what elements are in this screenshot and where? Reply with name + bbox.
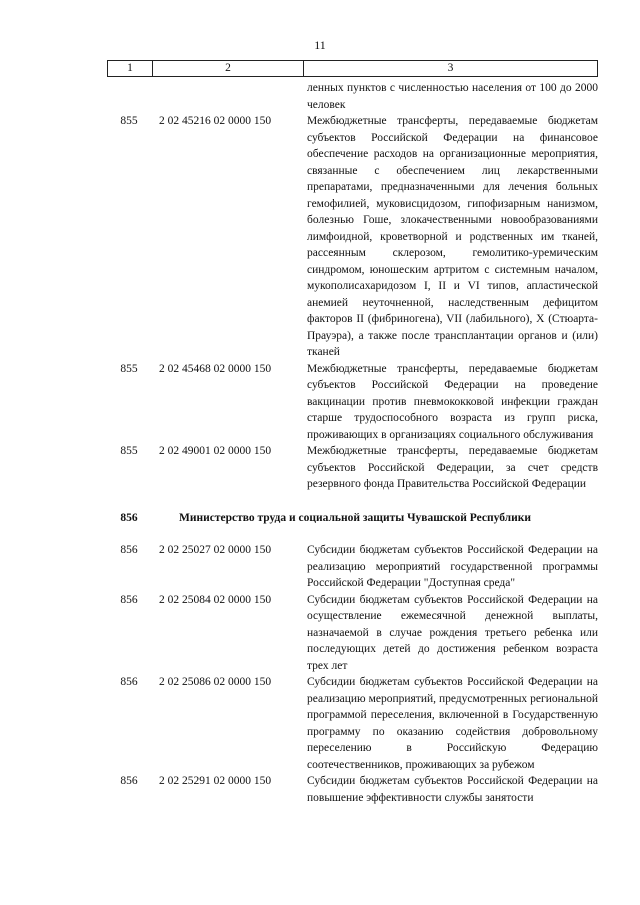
admin-code: 856 bbox=[120, 593, 138, 606]
revenue-code: 2 02 25084 02 0000 150 bbox=[159, 593, 272, 606]
revenue-description: Субсидии бюджетам субъектов Российской Федерации на повышение эффективности службы занятости bbox=[307, 775, 598, 804]
admin-code: 856 bbox=[120, 544, 138, 556]
table-row bbox=[107, 773, 598, 806]
admin-code: 855 bbox=[120, 445, 138, 457]
ministry-title: Министерство труда и социальной защиты Чувашской Республики bbox=[179, 511, 532, 524]
header-col-1: 1 bbox=[108, 61, 153, 77]
ministry-code: 856 bbox=[120, 511, 138, 524]
header-col-3: 3 bbox=[304, 61, 598, 77]
admin-code: 856 bbox=[120, 676, 138, 688]
revenue-description: Межбюджетные трансферты, передаваемые бюджетам субъектов Российской Федерации на проведение вакцинации против пневмококковой инфекции граждан старше трудоспособного возраста из групп риска, проживающих в организациях социального обслуживания bbox=[307, 362, 598, 441]
revenue-description: Межбюджетные трансферты, передаваемые бюджетам субъектов Российской Федерации на финансовое обеспечение расходов на организационные мероприятия, связанные с обеспечением лиц лекарственными препаратами, предназначенными для лечения больных гемофилией, муковисцидозом, гипофизарным нанизмом, болезнью Гоше, злокачественными новообразованиями лимфоидной, кроветворной и родственных им тканей, рассеянным склерозом, гемолитико-уремическим синдромом, юношеским артритом с системным началом, мукополисахаридозом I, II и VI типов, апластической анемией неуточненной, наследственным дефицитом факторов II (фибриногена), VII (лабильного), X (Стюарта-Прауэра), а также после трансплантации органов и (или) тканей bbox=[307, 115, 598, 358]
table-row bbox=[107, 674, 598, 773]
continuation-row bbox=[107, 80, 598, 113]
table-row bbox=[107, 361, 598, 444]
continuation-text: ленных пунктов с численностью населения от 100 до 2000 человек bbox=[307, 82, 598, 111]
table-header bbox=[107, 60, 598, 77]
table-body bbox=[107, 80, 598, 806]
revenue-code: 2 02 45468 02 0000 150 bbox=[159, 362, 272, 375]
page-number: 11 bbox=[314, 38, 326, 52]
ministry-heading-row bbox=[107, 510, 598, 527]
revenue-code: 2 02 49001 02 0000 150 bbox=[159, 445, 272, 457]
table-row bbox=[107, 592, 598, 675]
admin-code: 856 bbox=[120, 775, 138, 787]
revenue-code: 2 02 25291 02 0000 150 bbox=[159, 775, 272, 787]
revenue-code: 2 02 25086 02 0000 150 bbox=[159, 676, 272, 688]
admin-code: 855 bbox=[120, 115, 138, 127]
table-row bbox=[107, 443, 598, 493]
revenue-description: Межбюджетные трансферты, передаваемые бюджетам субъектов Российской Федерации, за счет средств резервного фонда Правительства Российской Федерации bbox=[307, 445, 598, 490]
revenue-description: Субсидии бюджетам субъектов Российской Федерации на реализацию мероприятий, предусмотренных региональной программой переселения, включенной в Государственную программу по оказанию содействия добровольному переселению в Российскую Федерацию соотечественников, проживающих за рубежом bbox=[307, 676, 598, 771]
revenue-code: 2 02 25027 02 0000 150 bbox=[159, 544, 272, 556]
revenue-code: 2 02 45216 02 0000 150 bbox=[159, 115, 272, 127]
admin-code: 855 bbox=[120, 362, 138, 375]
revenue-description: Субсидии бюджетам субъектов Российской Федерации на реализацию мероприятий государственной программы Российской Федерации "Доступная среда" bbox=[307, 544, 598, 589]
table-row bbox=[107, 113, 598, 361]
header-col-2: 2 bbox=[153, 61, 304, 77]
table-row bbox=[107, 542, 598, 592]
revenue-description: Субсидии бюджетам субъектов Российской Федерации на осуществление ежемесячной денежной выплаты, назначаемой в случае рождения третьего ребенка или последующих детей до достижения ребенком возраста трех лет bbox=[307, 593, 598, 672]
